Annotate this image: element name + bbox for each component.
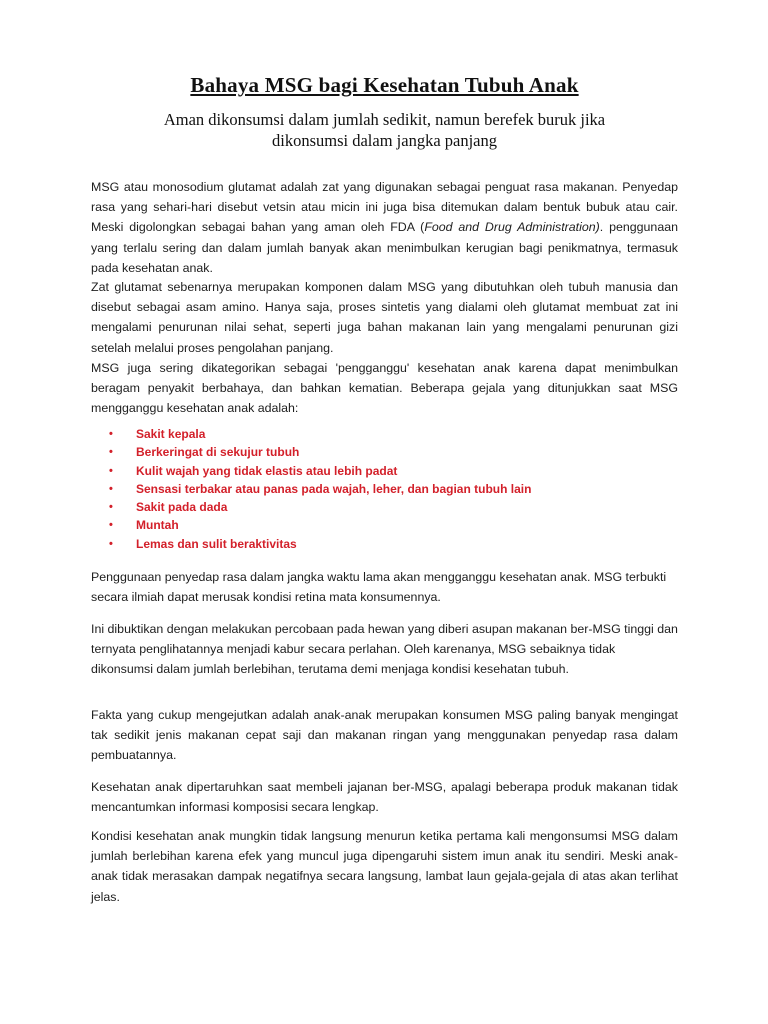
list-item [109,462,669,480]
paragraph-retina: Penggunaan penyedap rasa dalam jangka waktu lama akan mengganggu kesehatan anak. MSG terbukti secara ilmiah dapat merusak kondisi retina mata konsumennya. [91,570,667,605]
bullet-icon: • [109,428,113,440]
bullet-icon: • [109,446,113,459]
symptom-text: Muntah [136,518,179,533]
list-item [109,480,669,498]
bullet-icon: • [109,537,113,550]
bullet-icon: • [109,482,113,495]
bullet-icon: • [109,464,113,477]
paragraph-fakta: Fakta yang cukup mengejutkan adalah anak-anak merupakan konsumen MSG paling banyak mengingat tak sedikit jenis makanan cepat saji dan makanan ringan yang menggunakan penyedap rasa dalam pembuatannya. [91,708,678,763]
paragraph-percobaan: Ini dibuktikan dengan melakukan percobaan pada hewan yang diberi asupan makanan ber-MSG tinggi dan ternyata penglihatannya menjadi kabur secara perlahan. Oleh karenanya, MSG sebaiknya tidak dikonsumsi dalam jumlah berlebihan, terutama demi menjaga kondisi kesehatan tubuh. [91,622,678,677]
list-item [109,535,669,553]
list-item [109,516,669,534]
paragraph-jajanan: Kesehatan anak dipertaruhkan saat membeli jajanan ber-MSG, apalagi beberapa produk makanan tidak mencantumkan informasi komposisi secara lengkap. [91,780,678,815]
symptom-text: Kulit wajah yang tidak elastis atau lebih padat [136,463,398,478]
fda-fullname-italic: Food and Drug Administration) [424,220,600,235]
symptom-text: Sakit kepala [136,427,206,441]
symptom-text: Sensasi terbakar atau panas pada wajah, leher, dan bagian tubuh lain [136,481,532,496]
paragraph-pengganggu: MSG juga sering dikategorikan sebagai 'pengganggu' kesehatan anak karena dapat menimbulkan beragam penyakit berbahaya, dan bahkan kematian. Beberapa gejala yang ditunjukkan saat MSG mengganggu kesehatan anak adalah: [91,361,678,416]
paragraph-glutamat: Zat glutamat sebenarnya merupakan komponen dalam MSG yang dibutuhkan oleh tubuh manusia dan disebut sebagai asam amino. Hanya saja, proses sintetis yang dialami oleh glutamat membuat zat ini mengalami penurunan nilai sehat, seperti juga bahan makanan lain yang mengalami penurunan gizi setelah melalui proses pengolahan panjang. [91,280,678,355]
list-item [109,425,669,443]
symptom-text: Sakit pada dada [136,500,228,515]
paragraph-intro-text-a: MSG atau monosodium glutamat adalah zat yang digunakan sebagai penguat rasa makanan. Penyedap rasa yang sehari-hari disebut vetsin atau micin ini juga bisa ditemukan dalam bentuk bubuk atau cair. Meski digolongkan sebagai bahan yang aman oleh FDA ( [91,180,678,235]
paragraph-intro [91,177,678,278]
symptom-text: Berkeringat di sekujur tubuh [136,445,300,460]
document-title: Bahaya MSG bagi Kesehatan Tubuh Anak [190,73,579,97]
bullet-icon: • [109,501,113,514]
document-subtitle [91,109,678,151]
symptom-list [109,425,669,553]
bullet-icon: • [109,519,113,532]
subtitle-line-1: Aman dikonsumsi dalam jumlah sedikit, namun berefek buruk jika [163,110,606,129]
paragraph-intro-text-b: . penggunaan yang terlalu sering dan dalam jumlah banyak akan menimbulkan kerugian bagi penikmatnya, termasuk pada kesehatan anak. [91,220,678,275]
list-item [109,498,669,516]
symptom-text: Lemas dan sulit beraktivitas [136,536,297,551]
list-item [109,443,669,461]
subtitle-line-2: dikonsumsi dalam jangka panjang [272,131,497,150]
paragraph-kondisi: Kondisi kesehatan anak mungkin tidak langsung menurun ketika pertama kali mengonsumsi MSG dalam jumlah berlebihan karena efek yang muncul juga dipengaruhi sistem imun anak itu sendiri. Meski anak-anak tidak merasakan dampak negatifnya secara langsung, lambat laun gejala-gejala di atas akan terlihat jelas. [91,829,678,904]
